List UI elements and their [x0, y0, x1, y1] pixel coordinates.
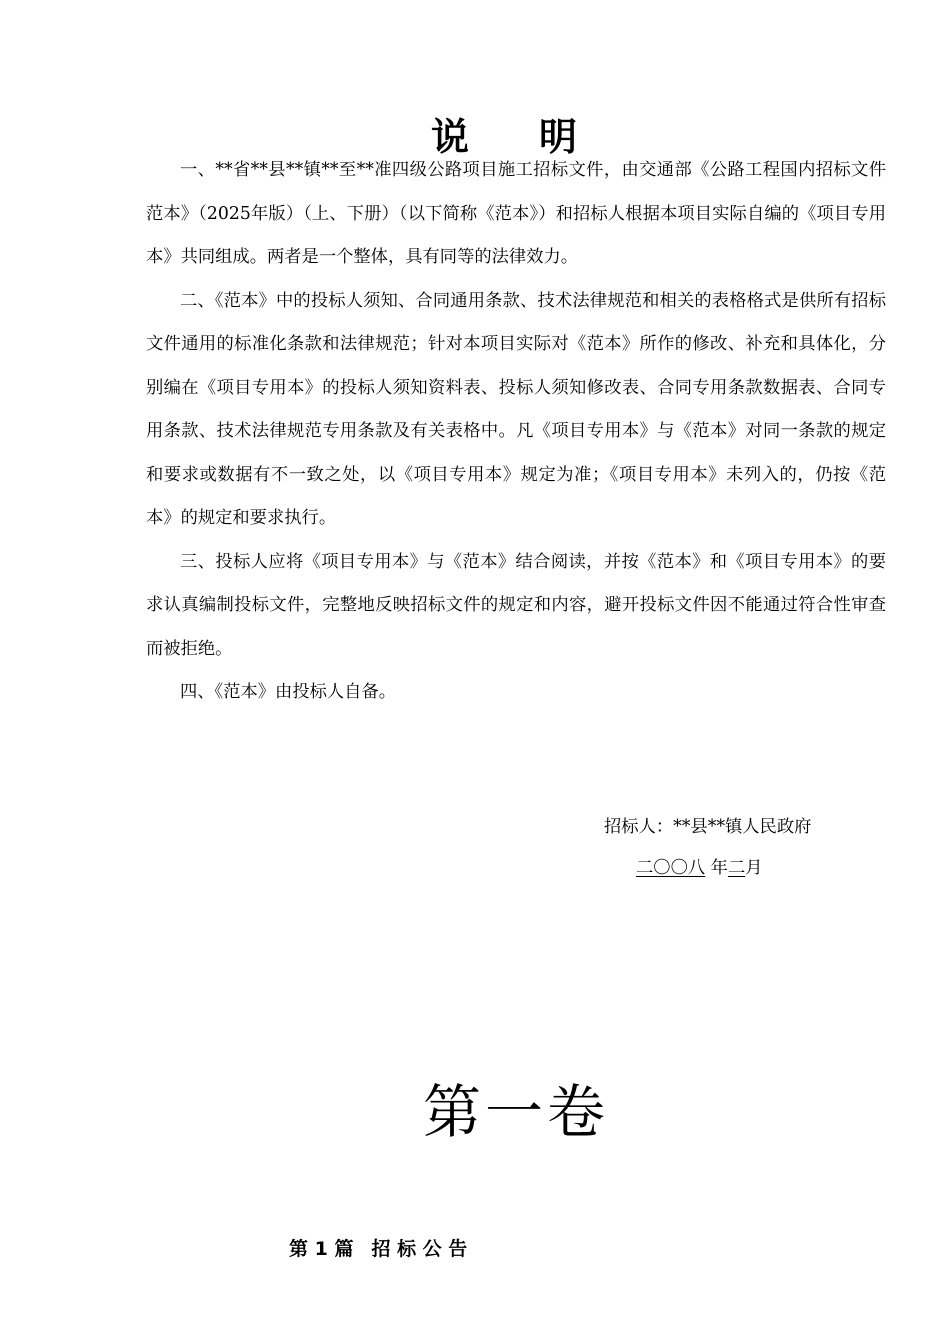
date-month: 二	[727, 858, 746, 878]
explanation-body	[146, 149, 886, 715]
section-title: 招 标 公 告	[371, 1238, 468, 1260]
paragraph-4: 四、《范本》由投标人自备。	[180, 682, 397, 702]
date-year-suffix: 年	[710, 858, 728, 878]
paragraph-3: 三、投标人应将《项目专用本》与《范本》结合阅读，并按《范本》和《项目专用本》的要求认真编制投标文件，完整地反映招标文件的规定和内容，避开投标文件因不能通过符合性审查而被拒绝。	[146, 551, 886, 659]
title-char-1: 说	[430, 115, 471, 159]
section-heading	[289, 1232, 467, 1266]
tenderer-signature: 招标人：**县**镇人民政府	[604, 817, 812, 837]
signature-date	[636, 848, 763, 888]
date-year: 二〇〇八	[636, 858, 706, 878]
section-number: 第 1 篇	[289, 1238, 354, 1260]
paragraph-2: 二、《范本》中的投标人须知、合同通用条款、技术法律规范和相关的表格格式是供所有招标文件通用的标准化条款和法律规范；针对本项目实际对《范本》所作的修改、补充和具体化，分别编在《项目专用本》的投标人须知资料表、投标人须知修改表、合同专用条款数据表、合同专用条款、技术法律规范专用条款及有关表格中。凡《项目专用本》与《范本》对同一条款的规定和要求或数据有不一致之处，以《项目专用本》规定为准；《项目专用本》未列入的，仍按《范本》的规定和要求执行。	[146, 290, 886, 528]
date-month-suffix: 月	[745, 858, 763, 878]
volume-heading: 第一卷	[423, 1078, 610, 1146]
title-char-2: 明	[539, 115, 580, 159]
paragraph-1: 一、**省**县**镇**至**准四级公路项目施工招标文件，由交通部《公路工程国内招标文件范本》（2025年版）（上、下册）（以下简称《范本》）和招标人根据本项目实际自编的《项目专用本》共同组成。两者是一个整体，具有同等的法律效力。	[146, 160, 886, 267]
